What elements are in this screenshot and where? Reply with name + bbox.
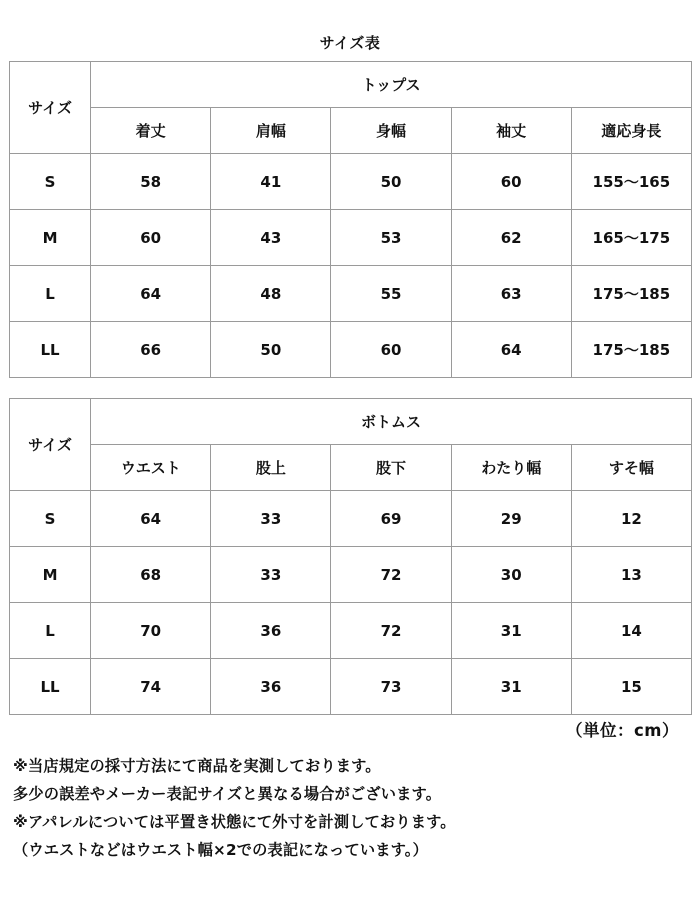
- column-header: ウエスト: [91, 445, 211, 491]
- size-column-header: サイズ: [10, 62, 91, 154]
- tops-size-table: [9, 61, 692, 378]
- table-cell: 53: [331, 210, 451, 266]
- table-cell: 175〜185: [571, 322, 691, 378]
- table-row: [10, 322, 692, 378]
- table-cell: 155〜165: [571, 154, 691, 210]
- column-header: 袖丈: [451, 108, 571, 154]
- table-cell: 55: [331, 266, 451, 322]
- size-label: S: [10, 154, 91, 210]
- tops-group-header: トップス: [91, 62, 692, 108]
- note-line: （ウエストなどはウエスト幅×2での表記になっています。）: [13, 841, 428, 859]
- size-label: LL: [10, 322, 91, 378]
- table-cell: 33: [211, 547, 331, 603]
- table-cell: 58: [91, 154, 211, 210]
- size-label: LL: [10, 659, 91, 715]
- table-cell: 31: [451, 603, 571, 659]
- size-column-header: サイズ: [10, 399, 91, 491]
- table-cell: 175〜185: [571, 266, 691, 322]
- unit-note: （単位：cm）: [566, 721, 679, 740]
- table-cell: 64: [91, 491, 211, 547]
- table-cell: 60: [451, 154, 571, 210]
- table-cell: 15: [571, 659, 691, 715]
- table-cell: 50: [211, 322, 331, 378]
- table-cell: 13: [571, 547, 691, 603]
- column-header: 肩幅: [211, 108, 331, 154]
- table-cell: 72: [331, 603, 451, 659]
- column-header: 股上: [211, 445, 331, 491]
- table-row: [10, 266, 692, 322]
- table-cell: 14: [571, 603, 691, 659]
- table-cell: 36: [211, 603, 331, 659]
- bottoms-size-table: [9, 398, 692, 715]
- note-line: 多少の誤差やメーカー表記サイズと異なる場合がございます。: [13, 785, 442, 803]
- table-cell: 66: [91, 322, 211, 378]
- table-cell: 73: [331, 659, 451, 715]
- table-cell: 48: [211, 266, 331, 322]
- table-row: [10, 491, 692, 547]
- table-cell: 41: [211, 154, 331, 210]
- table-cell: 64: [91, 266, 211, 322]
- table-cell: 43: [211, 210, 331, 266]
- table-cell: 50: [331, 154, 451, 210]
- table-row: [10, 547, 692, 603]
- size-label: S: [10, 491, 91, 547]
- column-header: 身幅: [331, 108, 451, 154]
- table-row: [10, 154, 692, 210]
- table-row: [10, 659, 692, 715]
- table-cell: 74: [91, 659, 211, 715]
- table-cell: 68: [91, 547, 211, 603]
- size-label: L: [10, 266, 91, 322]
- table-cell: 70: [91, 603, 211, 659]
- column-header: わたり幅: [451, 445, 571, 491]
- column-header: 股下: [331, 445, 451, 491]
- table-cell: 165〜175: [571, 210, 691, 266]
- table-cell: 60: [91, 210, 211, 266]
- table-row: [10, 603, 692, 659]
- table-cell: 62: [451, 210, 571, 266]
- column-header: 適応身長: [571, 108, 691, 154]
- table-cell: 36: [211, 659, 331, 715]
- table-cell: 29: [451, 491, 571, 547]
- table-cell: 64: [451, 322, 571, 378]
- column-header: 着丈: [91, 108, 211, 154]
- note-line: ※アパレルについては平置き状態にて外寸を計測しております。: [13, 813, 456, 831]
- table-cell: 72: [331, 547, 451, 603]
- table-cell: 69: [331, 491, 451, 547]
- page-title: サイズ表: [319, 34, 381, 52]
- table-cell: 30: [451, 547, 571, 603]
- column-header: すそ幅: [571, 445, 691, 491]
- size-label: M: [10, 547, 91, 603]
- table-cell: 31: [451, 659, 571, 715]
- bottoms-group-header: ボトムス: [91, 399, 692, 445]
- table-cell: 63: [451, 266, 571, 322]
- note-line: ※当店規定の採寸方法にて商品を実測しております。: [13, 757, 381, 775]
- size-label: L: [10, 603, 91, 659]
- table-cell: 12: [571, 491, 691, 547]
- table-row: [10, 210, 692, 266]
- table-cell: 33: [211, 491, 331, 547]
- size-label: M: [10, 210, 91, 266]
- notes-section: [13, 752, 693, 864]
- table-cell: 60: [331, 322, 451, 378]
